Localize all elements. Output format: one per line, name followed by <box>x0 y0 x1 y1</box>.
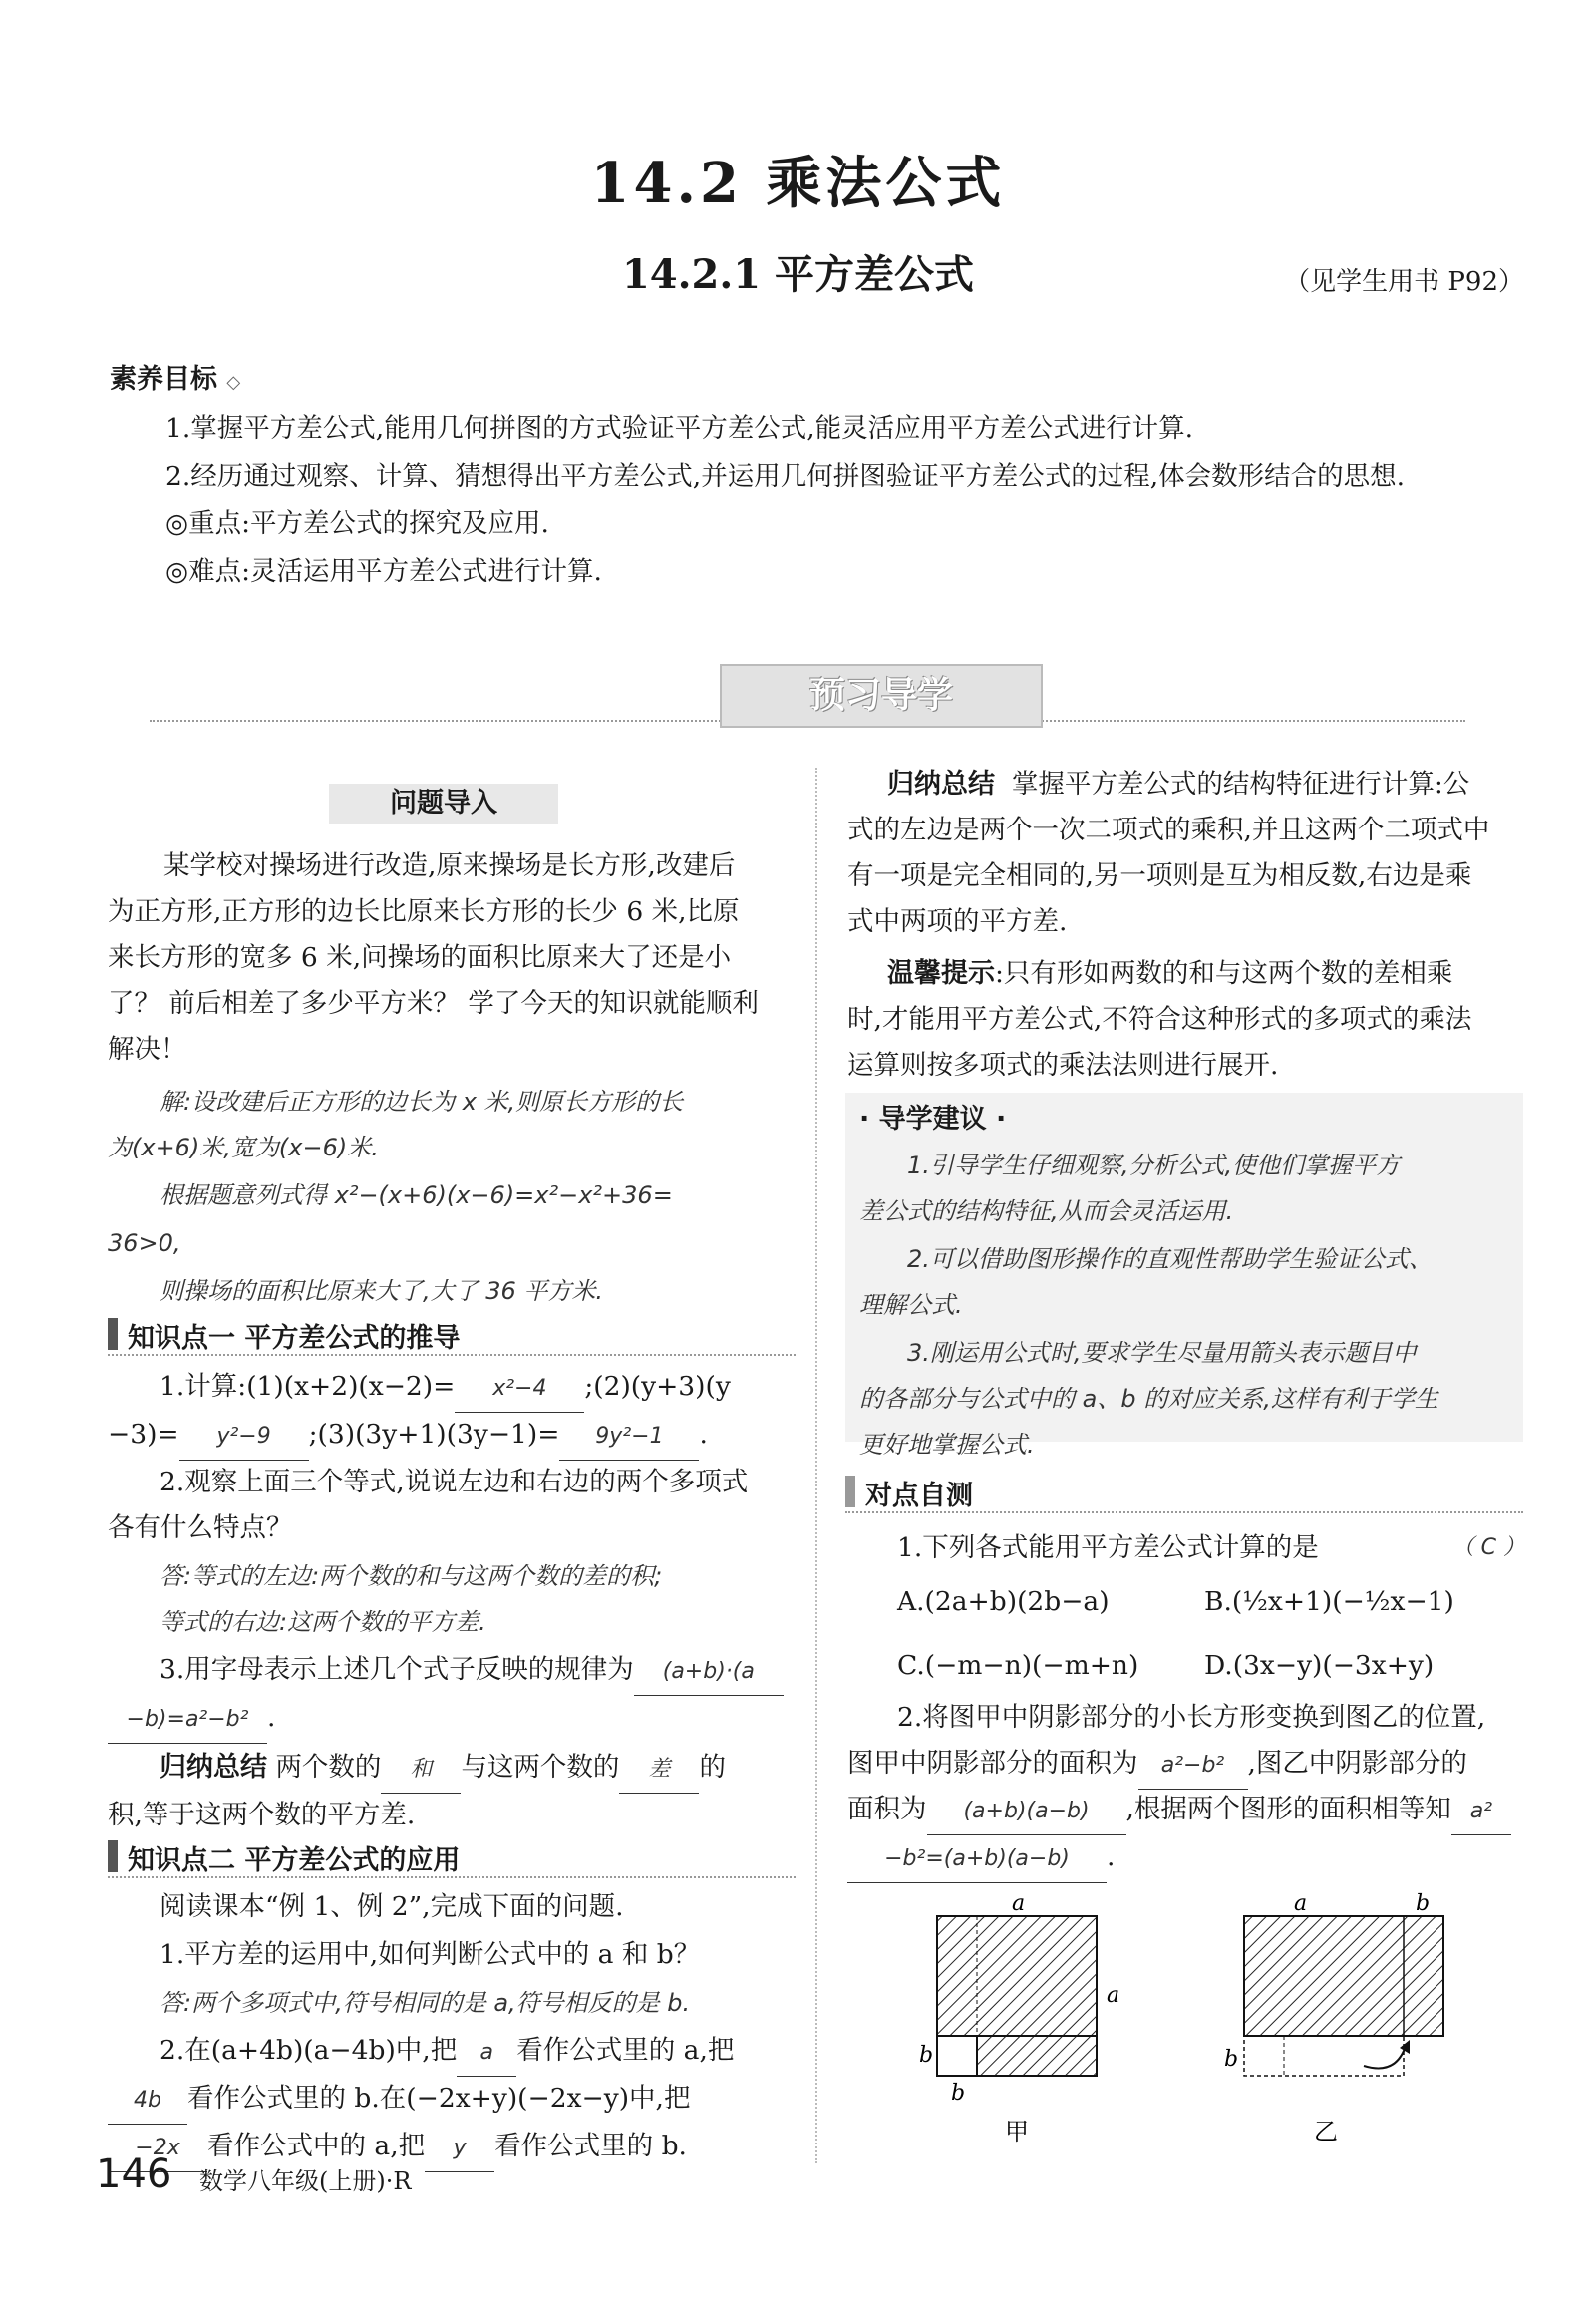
moved-rectangle <box>1244 1916 1443 2036</box>
q2-line <box>847 1741 1525 1790</box>
kp1-answer: 等式的右边:这两个数的平方差. <box>160 1608 486 1636</box>
guide-line: 更好地掌握公式. <box>859 1431 1035 1459</box>
summary-label: 归纳总结 <box>160 1752 267 1783</box>
solution-line: 根据题意列式得 x²−(x+6)(x−6)=x²−x²+36= <box>160 1181 673 1209</box>
warm-tip-line: 时,才能用平方差公式,不符合这种形式的多项式的乘法 <box>847 1004 1472 1035</box>
subsection-title: 14.2.1 平方差公式 <box>621 251 975 298</box>
label-a-top: a <box>1294 1891 1308 1916</box>
kp2-line <box>160 2028 798 2077</box>
goal-item: 1.掌握平方差公式,能用几何拼图的方式验证平方差公式,能灵活应用平方差公式进行计算. <box>165 413 1194 444</box>
q1-stem <box>897 1525 1525 1571</box>
kp1-text: . <box>699 1419 708 1450</box>
section-banner: 预习导学 <box>720 664 1043 728</box>
guide-line: 理解公式. <box>859 1291 963 1319</box>
kp2-text: 看作公式里的 a,把 <box>516 2035 735 2066</box>
label-b-left: b <box>919 2043 934 2068</box>
summary-label: 归纳总结 <box>887 769 995 800</box>
warm-tip-line: 运算则按多项式的乘法法则进行展开. <box>847 1050 1279 1081</box>
label-b-bottom: b <box>951 2081 966 2106</box>
q2-text: 图甲中阴影部分的面积为 <box>847 1748 1138 1779</box>
answer-blank: 和 <box>381 1747 461 1794</box>
answer-blank: a² <box>1451 1789 1511 1835</box>
knowledge-point-2-heading: 知识点二 平方差公式的应用 <box>128 1845 461 1876</box>
bar-tag <box>108 1318 118 1350</box>
figure-jia-label: 甲 <box>1005 2118 1029 2145</box>
intro-line: 某学校对操场进行改造,原来操场是长方形,改建后 <box>163 850 736 881</box>
diamond-icon: ◇ <box>226 372 241 393</box>
q1-option-d: D.(3x−y)(−3x+y) <box>1204 1650 1435 1681</box>
answer-blank: 9y²−1 <box>559 1414 699 1461</box>
answer-blank: −b)=a²−b² <box>108 1697 267 1744</box>
figure-jia <box>919 1891 1119 2145</box>
small-square <box>937 2036 977 2076</box>
warm-tip-label: 温馨提示 <box>887 958 995 989</box>
label-a-top: a <box>1012 1891 1026 1916</box>
kp2-answer: 答:两个多项式中,符号相同的是 a,符号相反的是 b. <box>160 1989 691 2017</box>
kp1-q3-line <box>108 1695 796 1744</box>
kp1-text: ;(3)(3y+1)(3y−1)= <box>308 1419 560 1450</box>
goal-difficulty: ◎难点:灵活运用平方差公式进行计算. <box>165 556 602 587</box>
right-summary-line: 式的左边是两个一次二项式的乘积,并且这两个二项式中 <box>847 815 1490 845</box>
warm-tip-line <box>847 951 1525 997</box>
q1-option-c: C.(−m−n)(−m+n) <box>897 1650 1139 1681</box>
answer-blank: a <box>457 2030 516 2077</box>
goal-item: 2.经历通过观察、计算、猜想得出平方差公式,并运用几何拼图验证平方差公式的过程,体会数形结合的思想. <box>165 461 1406 492</box>
q2-line <box>847 1787 1525 1835</box>
kp1-answer: 答:等式的左边:两个数的和与这两个数的差的积; <box>160 1562 663 1590</box>
answer-blank: (a+b)(a−b) <box>927 1789 1126 1835</box>
summary-text: 两个数的 <box>275 1752 382 1783</box>
answer-blank: −b²=(a+b)(a−b) <box>847 1836 1107 1883</box>
bar-tag <box>108 1840 118 1872</box>
answer-blank: x²−4 <box>455 1366 584 1413</box>
intro-line: 为正方形,正方形的边长比原来长方形的长少 6 米,比原 <box>108 896 740 927</box>
guide-heading: · 导学建议 · <box>859 1104 1007 1135</box>
kp1-q1-line2 <box>108 1412 796 1461</box>
answer-blank: 4b <box>108 2078 187 2125</box>
knowledge-point-1-heading: 知识点一 平方差公式的推导 <box>128 1323 461 1354</box>
q2-text: ,根据两个图形的面积相等知 <box>1125 1794 1451 1824</box>
intro-heading: 问题导入 <box>329 784 558 824</box>
answer-blank: a²−b² <box>1138 1743 1248 1790</box>
kp1-summary-line2: 积,等于这两个数的平方差. <box>108 1800 416 1830</box>
warm-tip-text: :只有形如两数的和与这两个数的差相乘 <box>995 958 1453 989</box>
page-number: 146 <box>96 2151 172 2197</box>
removed-strip <box>1244 2036 1404 2076</box>
answer-blank: −2x <box>108 2126 207 2172</box>
kp1-q3-line <box>160 1647 798 1696</box>
solution-line: 为(x+6)米,宽为(x−6)米. <box>108 1134 379 1161</box>
kp2-text: 看作公式中的 a,把 <box>207 2131 426 2161</box>
square-figures <box>897 1890 1455 2149</box>
answer-blank: 差 <box>619 1747 699 1794</box>
label-a-right: a <box>1107 1983 1120 2008</box>
summary-text: 与这两个数的 <box>461 1752 620 1783</box>
q1-option-b: B.(½x+1)(−½x−1) <box>1204 1586 1454 1617</box>
figure-yi-label: 乙 <box>1314 2118 1338 2145</box>
answer-blank: y <box>425 2126 494 2172</box>
kp1-q1-line1 <box>160 1364 798 1413</box>
q2-text: ,图乙中阴影部分的 <box>1247 1748 1467 1779</box>
label-b-top: b <box>1416 1891 1431 1916</box>
goals-heading <box>110 357 240 396</box>
solution-line: 解:设改建后正方形的边长为 x 米,则原长方形的长 <box>160 1088 684 1116</box>
arrow-head-icon <box>1400 2040 1410 2054</box>
kp1-text: . <box>267 1702 276 1733</box>
kp1-text: −3)= <box>108 1419 179 1450</box>
knowledge-point-1-bar <box>108 1314 796 1356</box>
book-reference: （见学生用书 P92） <box>1284 267 1524 297</box>
book-title: 数学八年级(上册)·R <box>199 2167 412 2195</box>
q1-text: 1.下列各式能用平方差公式计算的是 <box>897 1532 1319 1563</box>
q2-text: . <box>1107 1841 1116 1872</box>
summary-text: 掌握平方差公式的结构特征进行计算:公 <box>1011 769 1470 800</box>
summary-text: 的 <box>699 1752 726 1783</box>
guide-line: 1.引导学生仔细观察,分析公式,使他们掌握平方 <box>907 1152 1401 1179</box>
kp1-text: ;(2)(y+3)(y <box>584 1371 731 1402</box>
kp2-line: 阅读课本“例 1、例 2”,完成下面的问题. <box>160 1891 624 1922</box>
kp1-text: 1.计算:(1)(x+2)(x−2)= <box>160 1371 456 1402</box>
answer-blank: y²−9 <box>179 1414 309 1461</box>
solution-line: 36>0, <box>108 1229 181 1257</box>
bar-tag <box>845 1476 855 1507</box>
q2-line: 2.将图甲中阴影部分的小长方形变换到图乙的位置, <box>897 1702 1486 1733</box>
q2-text: 面积为 <box>847 1794 927 1824</box>
q1-answer: （ C ） <box>1451 1535 1525 1560</box>
right-summary-line <box>847 762 1525 808</box>
right-summary-line: 有一项是完全相同的,另一项则是互为相反数,右边是乘 <box>847 860 1472 891</box>
kp1-text: 3.用字母表示上述几个式子反映的规律为 <box>160 1654 634 1685</box>
kp2-line: 1.平方差的运用中,如何判断公式中的 a 和 b？ <box>160 1939 701 1970</box>
kp1-q2-line: 2.观察上面三个等式,说说左边和右边的两个多项式 <box>160 1467 749 1497</box>
q1-option-a: A.(2a+b)(2b−a) <box>897 1586 1110 1617</box>
guide-line: 差公式的结构特征,从而会灵活运用. <box>859 1197 1234 1225</box>
knowledge-point-2-bar <box>108 1836 796 1878</box>
guide-line: 2.可以借助图形操作的直观性帮助学生验证公式、 <box>907 1245 1433 1273</box>
kp1-summary <box>160 1745 798 1794</box>
section-title: 14.2 乘法公式 <box>590 151 1006 216</box>
kp2-line <box>108 2076 796 2125</box>
solution-line: 则操场的面积比原来大了,大了 36 平方米. <box>160 1277 604 1305</box>
kp2-text: 2.在(a+4b)(a−4b)中,把 <box>160 2035 458 2066</box>
guide-line: 的各部分与公式中的 a、b 的对应关系,这样有利于学生 <box>859 1385 1438 1413</box>
right-summary-line: 式中两项的平方差. <box>847 906 1068 937</box>
goals-heading-text: 素养目标 <box>110 364 217 395</box>
kp2-text: 看作公式里的 b.在(−2x+y)(−2x−y)中,把 <box>187 2083 691 2114</box>
q2-line <box>847 1834 1525 1883</box>
arrow-icon <box>1364 2046 1406 2069</box>
intro-line: 解决！ <box>108 1034 187 1065</box>
intro-line: 来长方形的宽多 6 米,问操场的面积比原来大了还是小 <box>108 942 732 973</box>
kp1-q2-line: 各有什么特点？ <box>108 1512 293 1543</box>
self-test-heading: 对点自测 <box>865 1481 973 1511</box>
label-b-left: b <box>1224 2047 1239 2072</box>
answer-blank: (a+b)·(a <box>634 1649 784 1696</box>
guide-line: 3.刚运用公式时,要求学生尽量用箭头表示题目中 <box>907 1339 1417 1367</box>
goal-key-point: ◎重点:平方差公式的探究及应用. <box>165 508 549 539</box>
intro-line: 了？ 前后相差了多少平方米？ 学了今天的知识就能顺利 <box>108 988 759 1019</box>
kp2-text: 看作公式里的 b. <box>494 2131 687 2161</box>
self-test-bar <box>845 1472 1523 1513</box>
figure-yi <box>1224 1891 1443 2145</box>
